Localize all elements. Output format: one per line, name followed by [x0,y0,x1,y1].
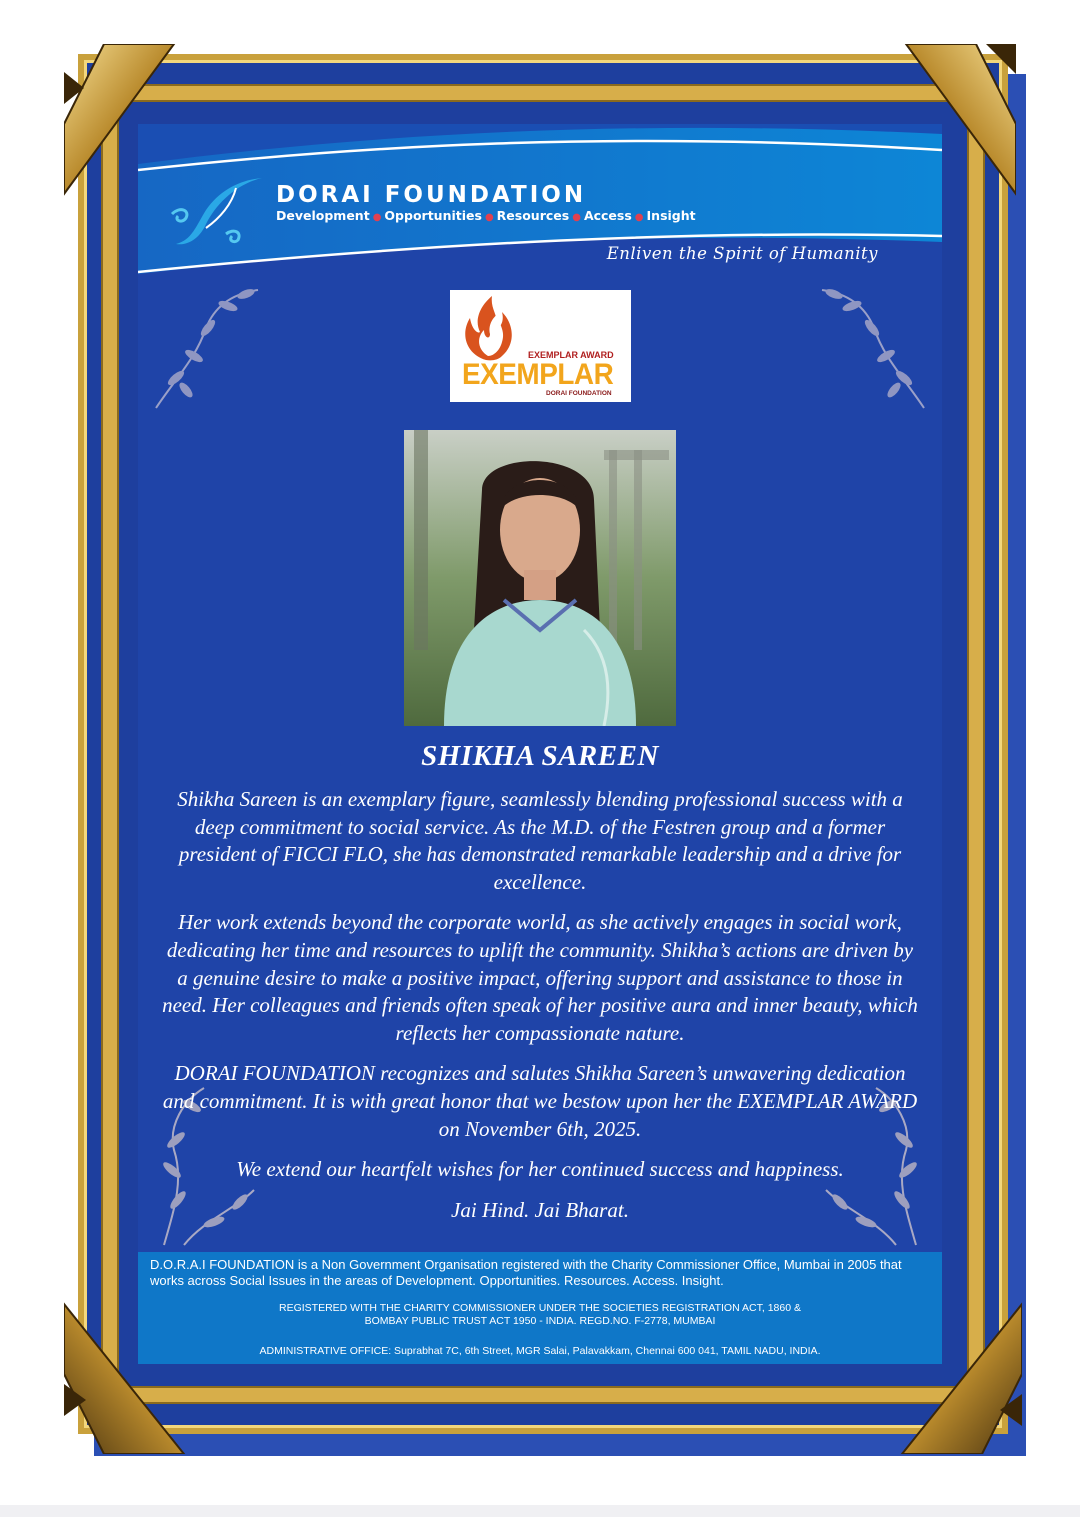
corner-ribbon-icon [64,1284,244,1454]
registration-line: BOMBAY PUBLIC TRUST ACT 1950 - INDIA. REGD.NO. F-2778, MUMBAI [364,1315,716,1327]
vine-ornament-icon [146,278,266,418]
tagline-word: Opportunities [384,208,482,223]
corner-ribbon-icon [64,44,244,224]
tagline-word: Insight [646,208,696,223]
citation-paragraph: Her work extends beyond the corporate world, as she actively engages in social work, dedicating her time and resources to uplift the community. Shikha’s actions are driven by a genuine desire to make a positive impact, offering support and assistance to those in need. Her colleagues and friends often speak of her positive aura and inner beauty, which reflects her compassionate nature. [162,910,918,1045]
registration-line: REGISTERED WITH THE CHARITY COMMISSIONER UNDER THE SOCIETIES REGISTRATION ACT, 1860 & [279,1302,801,1314]
citation-paragraph: DORAI FOUNDATION recognizes and salutes Shikha Sareen’s unwavering dedication and commitment. It is with great honor that we bestow upon her the EXEMPLAR AWARD on November 6th, 2025. [162,1061,918,1141]
certificate-panel [138,124,942,1364]
award-logo-small-title: EXEMPLAR AWARD [528,350,614,360]
citation-closing: Jai Hind. Jai Bharat. [451,1197,629,1222]
tagline-word: Resources [496,208,570,223]
tagline-word: Access [583,208,632,223]
corner-ribbon-icon [836,44,1016,224]
exemplar-award-logo [450,290,631,402]
citation-paragraph: We extend our heartfelt wishes for her continued success and happiness. [236,1157,844,1182]
vine-ornament-icon [814,278,934,418]
footer-description: D.O.R.A.I FOUNDATION is a Non Government Organisation registered with the Charity Commissioner Office, Mumbai in 2005 that works across Social Issues in the areas of Development. Opportunities. Resources. Access. Insight. [150,1257,902,1288]
tagline-dot-icon: ● [572,212,581,223]
footer-office-address: ADMINISTRATIVE OFFICE: Suprabhat 7C, 6th Street, MGR Salai, Palavakkam, Chennai 600 041, TAMIL NADU, INDIA. [259,1345,821,1357]
org-name: DORAI FOUNDATION [276,182,587,208]
tagline-dot-icon: ● [372,212,382,223]
tagline-word: Development [276,208,370,223]
awardee-portrait [404,430,676,726]
awardee-name: SHIKHA SAREEN [421,740,659,772]
flame-icon [456,294,526,362]
org-tagline [276,208,696,223]
tagline-dot-icon: ● [484,212,494,223]
citation-text [160,786,920,1237]
motto: Enliven the Spirit of Humanity [606,244,878,263]
award-logo-title: EXEMPLAR [462,358,614,391]
corner-ribbon-icon [842,1294,1022,1454]
page-bottom-strip [0,1505,1080,1517]
tagline-dot-icon: ● [634,212,644,223]
citation-paragraph: Shikha Sareen is an exemplary figure, seamlessly blending professional success with a deep commitment to social service. As the M.D. of the Festren group and a former president of FICCI FLO, she has demonstrated remarkable leadership and a drive for excellence. [177,787,903,894]
footer-registration [138,1302,942,1328]
award-logo-org: DORAI FOUNDATION [546,390,612,397]
footer-band [138,1252,942,1364]
